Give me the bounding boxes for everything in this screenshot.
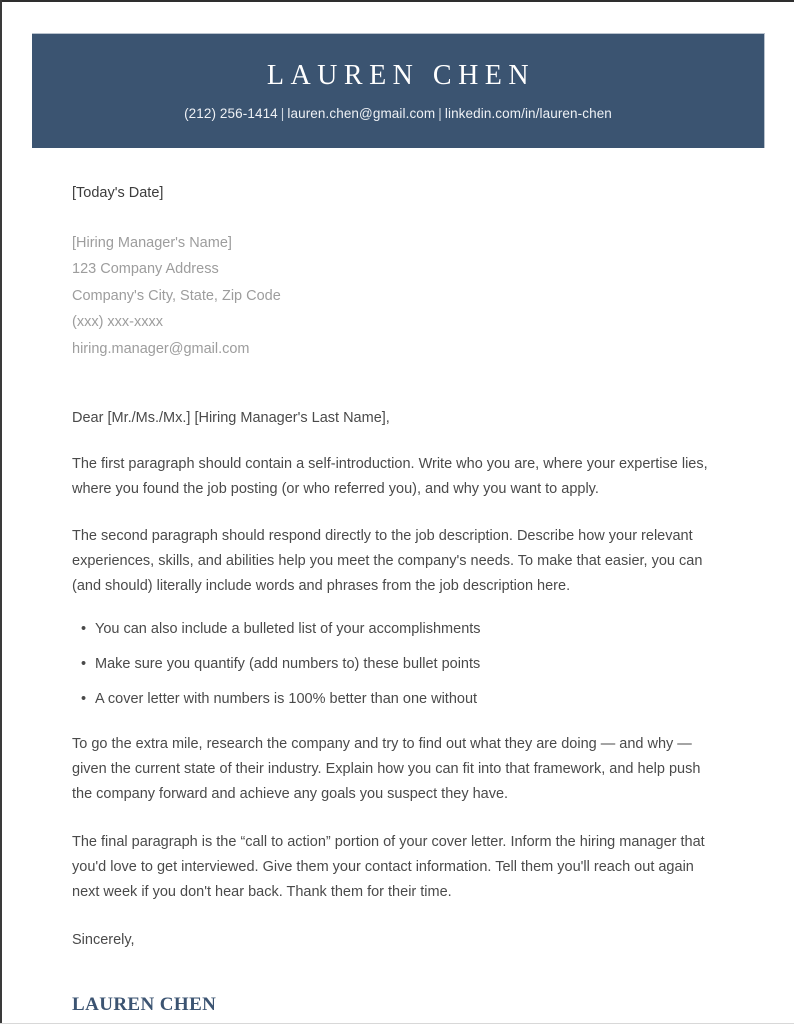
list-item-label: Make sure you quantify (add numbers to) these bullet points xyxy=(95,655,481,672)
recipient-line: Company's City, State, Zip Code xyxy=(72,287,281,304)
paragraph-2: The second paragraph should respond directly to the job description. Describe how your relevant experiences, skills, and abilities help you meet the company's needs. To make that easier, you can (and should) literally include words and phrases from the job description here. xyxy=(72,527,703,594)
contact-linkedin: linkedin.com/in/lauren-chen xyxy=(444,105,612,121)
bullet-icon: • xyxy=(81,621,87,638)
recipient-line: 123 Company Address xyxy=(72,261,219,278)
bullet-icon: • xyxy=(81,690,87,707)
contact-line xyxy=(184,106,612,121)
list-item-label: You can also include a bulleted list of your accomplishments xyxy=(95,621,481,638)
page-left-rule xyxy=(0,0,2,1024)
list-item-label: A cover letter with numbers is 100% better than one without xyxy=(95,690,478,707)
contact-separator-2: | xyxy=(438,105,442,121)
recipient-line: [Hiring Manager's Name] xyxy=(72,235,232,252)
recipient-line: (xxx) xxx-xxxx xyxy=(72,314,164,331)
list-item xyxy=(72,689,722,711)
page-top-rule xyxy=(0,0,794,2)
letter-header-band xyxy=(32,33,765,148)
letter-body xyxy=(72,183,722,1016)
contact-phone: (212) 256-1414 xyxy=(184,105,278,121)
accomplishments-list xyxy=(72,619,722,710)
paragraph-1: The first paragraph should contain a self-introduction. Write who you are, where your expertise lies, where you found the job posting (or who referred you), and why you want to apply. xyxy=(72,455,708,497)
contact-email: lauren.chen@gmail.com xyxy=(287,105,436,121)
recipient-line: hiring.manager@gmail.com xyxy=(72,340,250,357)
signature-name: LAUREN CHEN xyxy=(72,993,217,1015)
paragraph-4: The final paragraph is the “call to action” portion of your cover letter. Inform the hiring manager that you'd love to get interviewed. Give them your contact information. Tell them you'll reach out again next week if you don't hear back. Thank them for their time. xyxy=(72,833,705,900)
paragraph-3: To go the extra mile, research the company and try to find out what they are doing — and why — given the current state of their industry. Explain how you can fit into that framework, and help push the company forward and achieve any goals you suspect they have. xyxy=(72,736,701,803)
contact-separator-1: | xyxy=(280,105,285,121)
date-line: [Today's Date] xyxy=(72,185,164,201)
closing-line: Sincerely, xyxy=(72,931,135,948)
recipient-address-block xyxy=(72,230,722,362)
list-item xyxy=(72,619,722,641)
list-item xyxy=(72,654,722,676)
applicant-name: LAUREN CHEN xyxy=(266,59,536,91)
bullet-icon: • xyxy=(81,655,87,672)
salutation: Dear [Mr./Ms./Mx.] [Hiring Manager's Last Name], xyxy=(72,409,390,426)
